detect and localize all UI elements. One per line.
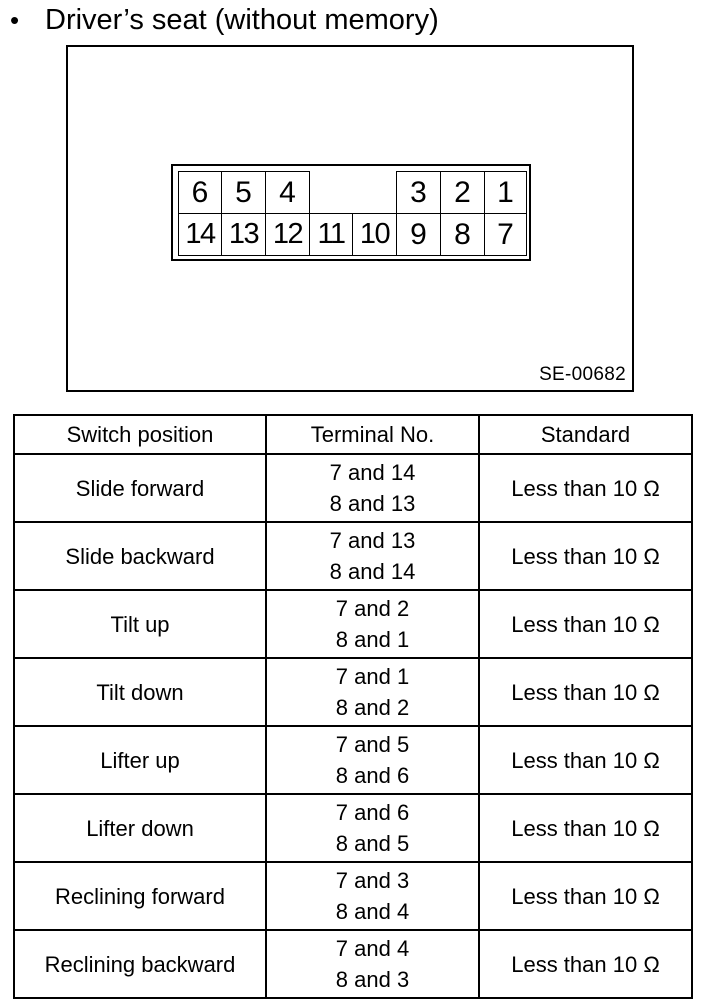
terminal-cell	[266, 454, 479, 522]
standard-cell: Less than 10 Ω	[479, 726, 692, 794]
switch-position-cell: Slide forward	[14, 454, 266, 522]
switch-position-cell: Lifter down	[14, 794, 266, 862]
table-row	[14, 522, 692, 590]
terminal-pair-2: 8 and 5	[335, 831, 410, 856]
terminal-pair-1: 7 and 5	[335, 732, 410, 757]
heading-text: Driver’s seat (without memory)	[45, 3, 439, 36]
switch-position-cell: Reclining forward	[14, 862, 266, 930]
terminal-pair-1: 7 and 14	[329, 460, 416, 485]
terminal-pair-1: 7 and 4	[335, 936, 410, 961]
terminal-3: 3	[396, 171, 441, 214]
terminal-9: 9	[396, 213, 441, 256]
switch-position-cell: Slide backward	[14, 522, 266, 590]
terminal-8: 8	[440, 213, 485, 256]
standard-cell: Less than 10 Ω	[479, 522, 692, 590]
standard-cell: Less than 10 Ω	[479, 794, 692, 862]
terminal-11: 11	[309, 213, 353, 256]
table-row	[14, 930, 692, 998]
terminal-5: 5	[221, 171, 266, 214]
terminal-pair-2: 8 and 14	[329, 559, 416, 584]
switch-inspection-table	[13, 414, 693, 999]
standard-cell: Less than 10 Ω	[479, 930, 692, 998]
standard-cell: Less than 10 Ω	[479, 590, 692, 658]
header-standard: Standard	[479, 415, 692, 454]
terminal-2: 2	[440, 171, 485, 214]
terminal-cell	[266, 726, 479, 794]
terminal-12: 12	[265, 213, 310, 256]
terminal-cell	[266, 862, 479, 930]
terminal-cell	[266, 930, 479, 998]
switch-position-cell: Lifter up	[14, 726, 266, 794]
header-switch-position: Switch position	[14, 415, 266, 454]
terminal-7: 7	[484, 213, 527, 256]
switch-position-cell: Tilt up	[14, 590, 266, 658]
terminal-cell	[266, 590, 479, 658]
table-header-row	[14, 415, 692, 454]
switch-position-cell: Reclining backward	[14, 930, 266, 998]
terminal-cell	[266, 658, 479, 726]
table-row	[14, 726, 692, 794]
connector-figure	[66, 45, 634, 392]
standard-cell: Less than 10 Ω	[479, 454, 692, 522]
standard-cell: Less than 10 Ω	[479, 862, 692, 930]
switch-position-cell: Tilt down	[14, 658, 266, 726]
section-heading	[10, 0, 439, 40]
terminal-pair-1: 7 and 13	[329, 528, 416, 553]
terminal-1: 1	[484, 171, 527, 214]
terminal-13: 13	[221, 213, 266, 256]
terminal-pair-2: 8 and 2	[335, 695, 410, 720]
terminal-4: 4	[265, 171, 310, 214]
table-row	[14, 454, 692, 522]
terminal-10: 10	[352, 213, 397, 256]
table-row	[14, 794, 692, 862]
terminal-cell	[266, 522, 479, 590]
terminal-pair-2: 8 and 3	[335, 967, 410, 992]
standard-cell: Less than 10 Ω	[479, 658, 692, 726]
terminal-pair-1: 7 and 6	[335, 800, 410, 825]
figure-id: SE-00682	[539, 364, 626, 385]
bullet-point: •	[10, 4, 20, 35]
header-terminal-no: Terminal No.	[266, 415, 479, 454]
table-row	[14, 590, 692, 658]
terminal-14: 14	[178, 213, 222, 256]
table-row	[14, 862, 692, 930]
terminal-cell	[266, 794, 479, 862]
connector-diagram	[171, 164, 531, 261]
terminal-pair-1: 7 and 1	[335, 664, 410, 689]
terminal-pair-2: 8 and 4	[335, 899, 410, 924]
terminal-6: 6	[178, 171, 222, 214]
terminal-pair-2: 8 and 1	[335, 627, 410, 652]
terminal-pair-1: 7 and 2	[335, 596, 410, 621]
terminal-pair-1: 7 and 3	[335, 868, 410, 893]
terminal-pair-2: 8 and 6	[335, 763, 410, 788]
terminal-pair-2: 8 and 13	[329, 491, 416, 516]
table-row	[14, 658, 692, 726]
